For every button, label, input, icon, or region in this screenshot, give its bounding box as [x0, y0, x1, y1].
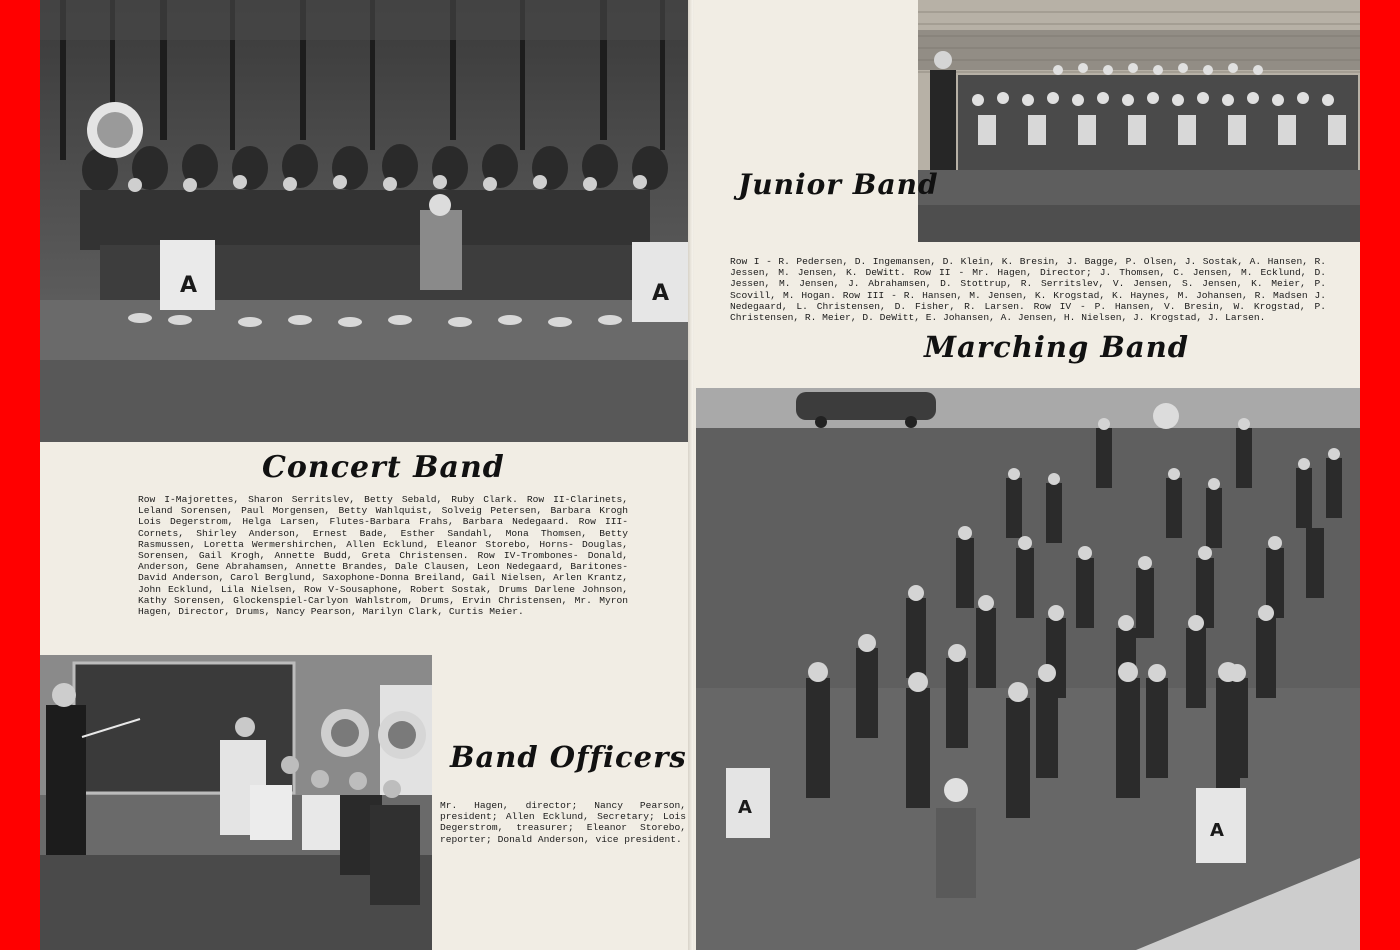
concert-band-photo — [40, 0, 690, 442]
concert-band-caption: Row I-Majorettes, Sharon Serritslev, Betty Sebald, Ruby Clark. Row II-Clarinets, Leland Sorensen, Paul Morgensen, Betty Wahlquist, Solveig Petersen, Barbara Krogh Lois Degerstrom, Helga Larsen, Flutes-Barbara Frahs, Barbara Nedegaard. Row III-Cornets, Shirley Anderson, Ernest Bade, Esther Sandahl, Mona Thomsen, Betty Rasmussen, Loretta Wermershirchen, Allen Ecklund, Eleanor Storebo, Horns- Douglas, Sorensen, Gail Krogh, Annette Budd, Greta Christensen. Row IV-Trombones- Donald, Anderson, Gene Abrahamsen, Annette Brandes, Dale Clausen, Leon Nedegaard, Baritones-David Anderson, Carol Berglund, Saxophone-Donna Breiland, Gail Nielsen, Arlen Krantz, John Ecklund, Lila Nielsen, Row V-Sousaphone, Robert Sostak, Drums Darlene Johnson, Kathy Sorensen, Glockenspiel-Carlyon Wahlstrom, Drums, Ervin Christensen, Mr. Myron Hagen, Director, Drums, Nancy Pearson, Marilyn Clark, Curtis Meier. — [138, 494, 628, 618]
left-page — [40, 0, 692, 950]
junior-band-photo — [918, 0, 1360, 242]
marching-band-title: Marching Band — [924, 330, 1190, 364]
band-officers-caption: Mr. Hagen, director; Nancy Pearson, president; Allen Ecklund, Secretary; Lois Degerstrom, treasurer; Eleanor Storebo, reporter; Donald Anderson, vice president. — [440, 800, 686, 845]
right-page — [694, 0, 1360, 950]
svg-text:A: A — [1210, 820, 1224, 841]
junior-band-title: Junior Band — [738, 168, 939, 201]
marching-band-photo — [696, 388, 1360, 950]
svg-text:A: A — [738, 797, 752, 818]
junior-band-caption: Row I - R. Pedersen, D. Ingemansen, D. Klein, K. Bresin, J. Bagge, P. Olsen, J. Sostak, A. Hansen, R. Jessen, M. Jensen, K. DeWitt. Row II - Mr. Hagen, Director; J. Thomsen, C. Jensen, M. Ecklund, D. Jessen, M. Jensen, J. Abrahamsen, D. Stottrup, R. Serritslev, V. Jensen, S. Jensen, K. Meier, P. Scovill, M. Hogan. Row III - R. Hansen, M. Jensen, K. Krogstad, K. Haynes, M. Johansen, R. Madsen J. Nedegaard, L. Christensen, D. Fisher, R. Larsen. Row IV - P. Hansen, V. Bresin, W. Krogstad, P. Christensen, R. Meier, D. DeWitt, E. Johansen, A. Jensen, H. Nielsen, J. Krogstad, J. Larsen. — [730, 256, 1326, 324]
svg-text:A: A — [180, 273, 198, 298]
band-officers-photo — [40, 655, 432, 950]
concert-band-title: Concert Band — [262, 450, 505, 485]
band-officers-title: Band Officers — [450, 740, 687, 774]
svg-text:A: A — [652, 281, 670, 306]
